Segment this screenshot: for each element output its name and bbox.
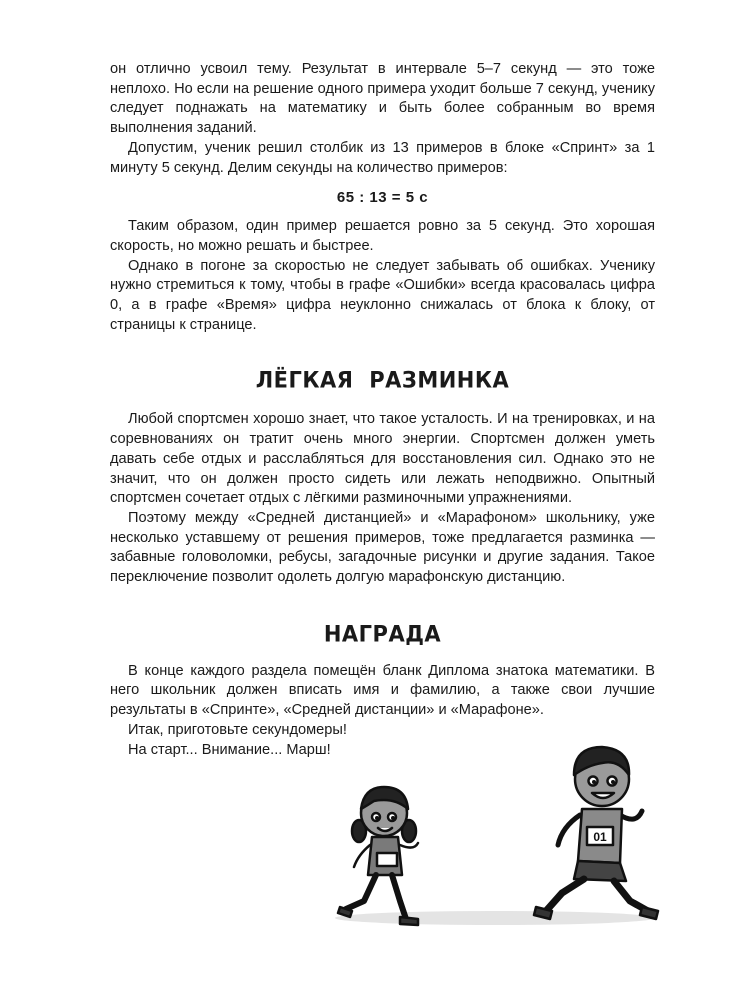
formula: 65 : 13 = 5 с <box>336 189 429 207</box>
warmup-paragraph-1: Любой спортсмен хорошо знает, что такое усталость. И на тренировках, и на соревнованиях он тратит очень много энергии. Спортсмен должен уметь давать себе отдых и расслабляться для восстановления сил. Однако это не значит, что он должен просто сидеть или лежать неподвижно. Опытный спортсмен сочетает отдых с лёгкими разминочными упражнениями. <box>110 411 655 507</box>
girl-runner-icon <box>338 787 418 925</box>
intro-paragraph-3: Таким образом, один пример решается ровно за 5 секунд. Это хорошая скорость, но можно решать и быстрее. <box>110 218 655 254</box>
intro-paragraph-2: Допустим, ученик решил столбик из 13 примеров в блоке «Спринт» за 1 минуту 5 секунд. Делим секунды на количество примеров: <box>110 139 655 176</box>
runners-illustration <box>330 735 660 935</box>
ground-shadow <box>335 911 655 925</box>
warmup-paragraph-2: Поэтому между «Средней дистанцией» и «Марафоном» школьнику, уже несколько уставшему от решения примеров, тоже предлагается разминка — забавные головоломки, ребусы, загадочные рисунки и другие задания. Такое переключение позволит одолеть долгую марафонскую дистанцию. <box>110 509 655 586</box>
boy-runner-icon <box>534 747 658 919</box>
intro-paragraph-4: Однако в погоне за скоростью не следует забывать об ошибках. Ученику нужно стремиться к тому, чтобы в графе «Ошибки» всегда красовалась цифра 0, а в графе «Время» цифра неуклонно снижалась от блока к блоку, от страницы к странице. <box>110 257 655 333</box>
award-paragraph-3: На старт... Внимание... Марш! <box>128 741 331 758</box>
award-heading: НАГРАДА <box>323 621 442 647</box>
warmup-heading: ЛЁГКАЯ РАЗМИНКА <box>255 367 510 394</box>
award-paragraph-1: В конце каждого раздела помещён бланк Диплома знатока математики. В него школьник должен вписать имя и фамилию, а также свои лучшие результаты в «Спринте», «Средней дистанции» и «Марафоне». <box>110 662 655 719</box>
page-content <box>110 60 655 760</box>
bib-number: 01 <box>593 830 607 844</box>
award-paragraph-2: Итак, приготовьте секундомеры! <box>128 721 347 738</box>
intro-paragraph-1: он отлично усвоил тему. Результат в интервале 5–7 секунд — это тоже неплохо. Но если на решение одного примера уходит больше 7 секунд, ученику следует поднажать на математику и быть более собранным во время выполнения заданий. <box>110 61 655 137</box>
